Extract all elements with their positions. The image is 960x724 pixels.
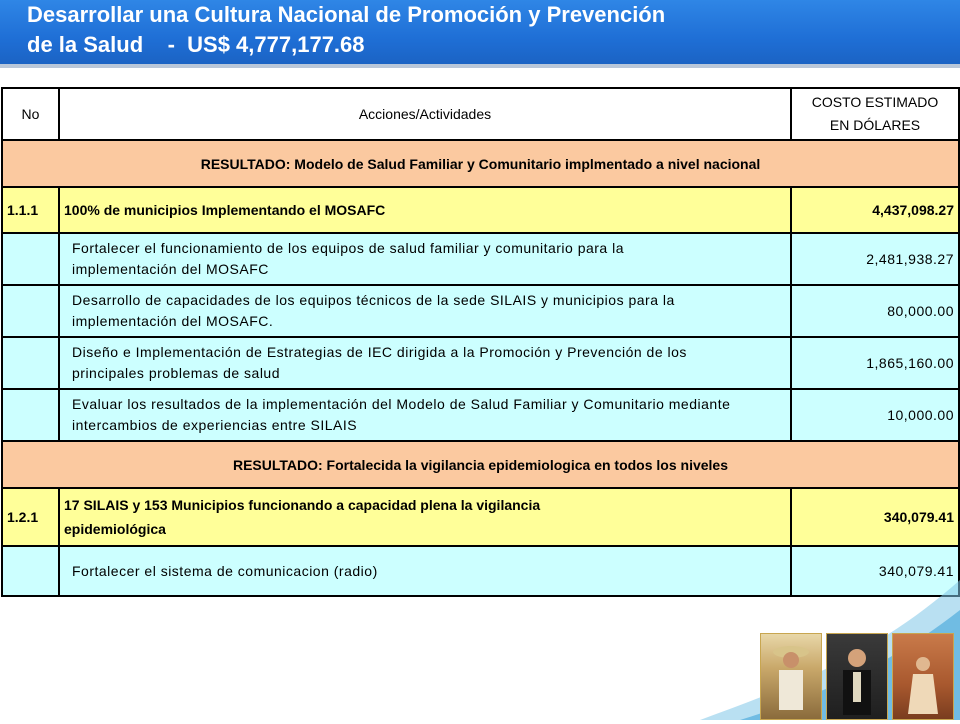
activity-3-text bbox=[59, 337, 791, 389]
header-cost-line2: EN DÓLARES bbox=[829, 117, 921, 133]
activity-5-no bbox=[2, 546, 59, 596]
header-cost-line1: COSTO ESTIMADO bbox=[811, 94, 939, 110]
activity-4-no bbox=[2, 389, 59, 441]
activity-4-line2: intercambios de experiencias entre SILAIS bbox=[72, 417, 358, 433]
activity-4-line1: Evaluar los resultados de la implementación del Modelo de Salud Familiar y Comunitario mediante bbox=[72, 396, 731, 412]
title-bar bbox=[0, 0, 960, 64]
indicator-111-no: 1.1.1 bbox=[2, 187, 59, 233]
title-underline bbox=[0, 64, 960, 68]
indicator-row-111 bbox=[2, 187, 959, 233]
photo-man-portrait bbox=[826, 633, 888, 720]
photo-man-with-hat bbox=[760, 633, 822, 720]
activity-1-cost: 2,481,938.27 bbox=[791, 233, 959, 285]
indicator-121-line1: 17 SILAIS y 153 Municipios funcionando a capacidad plena la vigilancia bbox=[64, 497, 541, 513]
header-cost bbox=[791, 88, 959, 140]
header-actions: Acciones/Actividades bbox=[59, 88, 791, 140]
activity-2-no bbox=[2, 285, 59, 337]
indicator-111-text: 100% de municipios Implementando el MOSAFC bbox=[59, 187, 791, 233]
table-header-row bbox=[2, 88, 959, 140]
budget-table bbox=[1, 87, 960, 597]
activity-2-text bbox=[59, 285, 791, 337]
activity-3-line2: principales problemas de salud bbox=[72, 365, 280, 381]
activity-3-no bbox=[2, 337, 59, 389]
result-2-text: RESULTADO: Fortalecida la vigilancia epidemiologica en todos los niveles bbox=[2, 441, 959, 488]
indicator-111-cost: 4,437,098.27 bbox=[791, 187, 959, 233]
title-line-2: de la Salud - US$ 4,777,177.68 bbox=[27, 32, 365, 57]
activity-3-cost: 1,865,160.00 bbox=[791, 337, 959, 389]
header-no: No bbox=[2, 88, 59, 140]
activity-2-line1: Desarrollo de capacidades de los equipos técnicos de la sede SILAIS y municipios para la bbox=[72, 292, 675, 308]
indicator-121-line2: epidemiológica bbox=[64, 521, 166, 537]
activity-row-4 bbox=[2, 389, 959, 441]
activity-3-line1: Diseño e Implementación de Estrategias de IEC dirigida a la Promoción y Prevención de los bbox=[72, 344, 687, 360]
activity-1-line2: implementación del MOSAFC bbox=[72, 261, 269, 277]
result-1-text: RESULTADO: Modelo de Salud Familiar y Comunitario implmentado a nivel nacional bbox=[2, 140, 959, 187]
indicator-121-cost: 340,079.41 bbox=[791, 488, 959, 546]
result-row-1 bbox=[2, 140, 959, 187]
activity-1-no bbox=[2, 233, 59, 285]
indicator-121-text bbox=[59, 488, 791, 546]
activity-4-text bbox=[59, 389, 791, 441]
activity-1-text bbox=[59, 233, 791, 285]
activity-4-cost: 10,000.00 bbox=[791, 389, 959, 441]
activity-1-line1: Fortalecer el funcionamiento de los equipos de salud familiar y comunitario para la bbox=[72, 240, 624, 256]
page-title bbox=[27, 0, 665, 60]
result-row-2 bbox=[2, 441, 959, 488]
activity-5-text: Fortalecer el sistema de comunicacion (radio) bbox=[59, 546, 791, 596]
indicator-121-no: 1.2.1 bbox=[2, 488, 59, 546]
activity-row-3 bbox=[2, 337, 959, 389]
photo-figure-scene bbox=[892, 633, 954, 720]
title-line-1: Desarrollar una Cultura Nacional de Promoción y Prevención bbox=[27, 2, 666, 27]
activity-2-cost: 80,000.00 bbox=[791, 285, 959, 337]
activity-row-1 bbox=[2, 233, 959, 285]
activity-5-cost: 340,079.41 bbox=[791, 546, 959, 596]
activity-row-2 bbox=[2, 285, 959, 337]
indicator-row-121 bbox=[2, 488, 959, 546]
activity-2-line2: implementación del MOSAFC. bbox=[72, 313, 274, 329]
